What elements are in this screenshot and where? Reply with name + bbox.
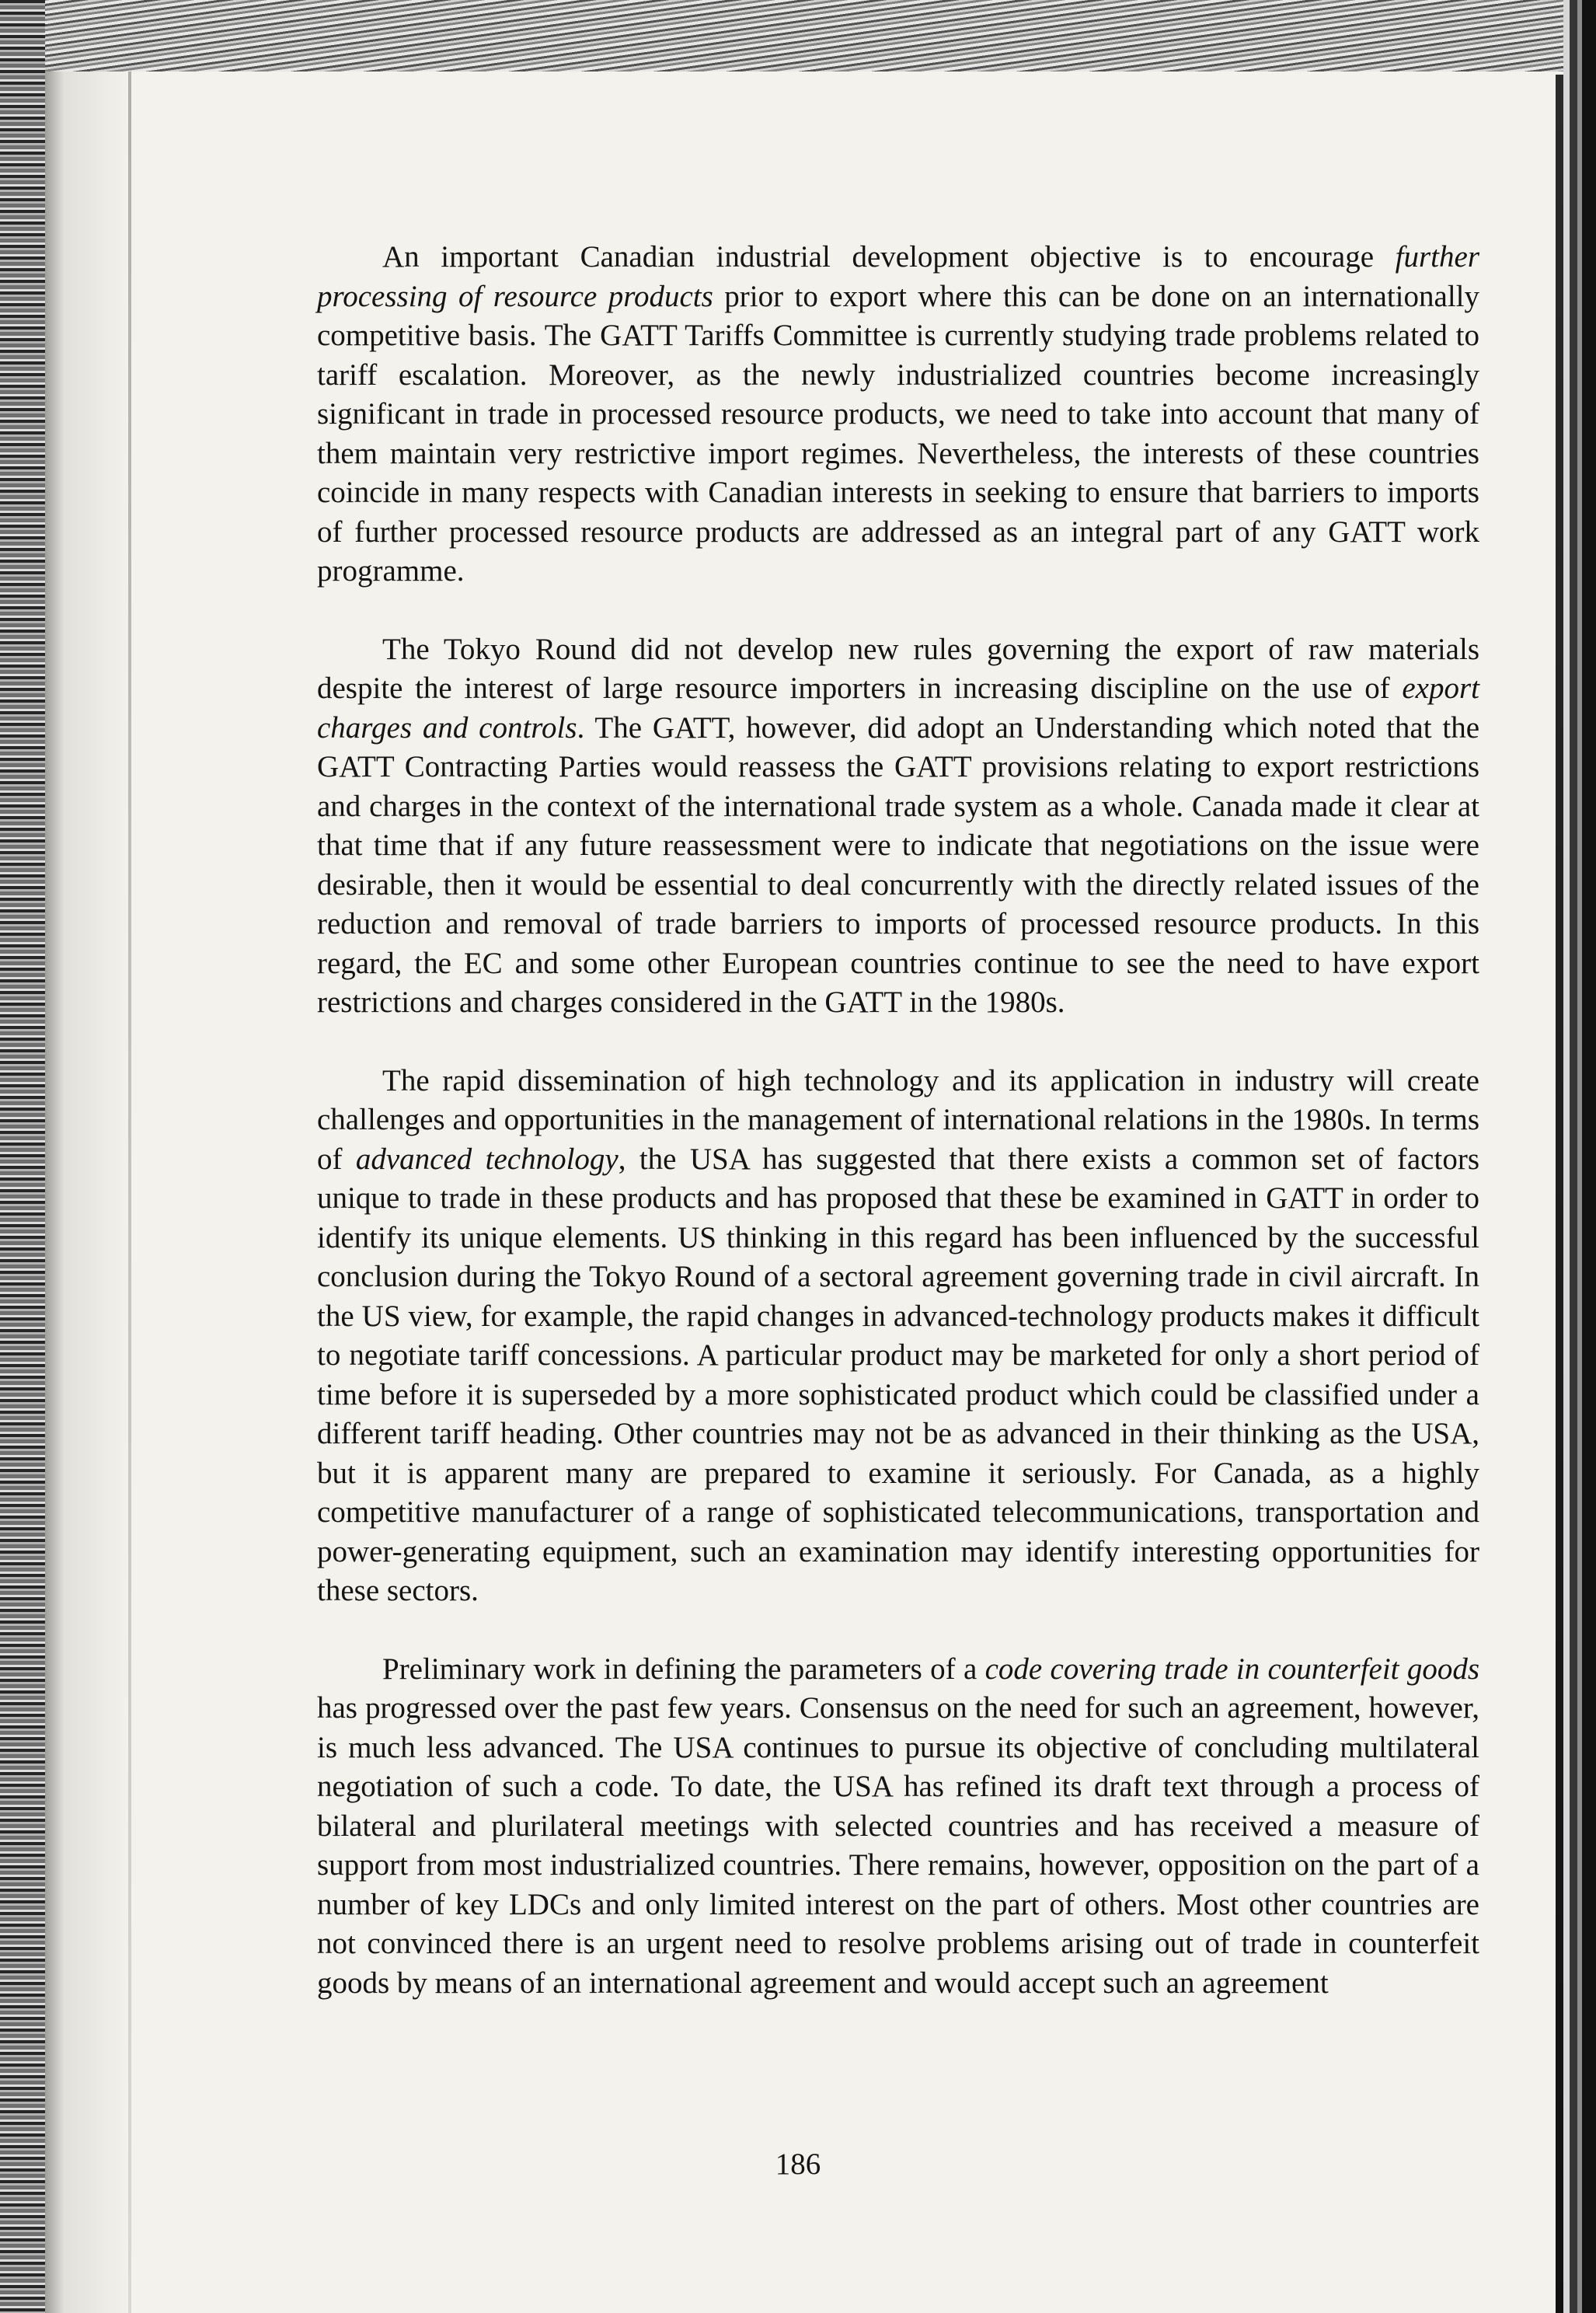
paragraph-2-emphasis: export charges and controls — [317, 672, 1479, 745]
paragraph-4-part-2: has progressed over the past few years. Consensus on the need for such an agreement, however, is much less advanced. The USA continues to pursue its objective of concluding multilateral negotiation of such a code. To date, the USA has refined its draft text through a process of bilateral and plurilateral meetings with selected countries and has received a measure of support from most industrialized countries. There remains, however, opposition on the part of a number of key LDCs and only limited interest on the part of others. Most other countries are not convinced there is an urgent need to resolve problems arising out of trade in counterfeit goods by means of an international agreement and would accept such an agreement — [317, 1691, 1479, 2000]
paragraph-4-part-1: Preliminary work in defining the parameters of a — [382, 1652, 985, 1686]
paragraph-1-emphasis: further processing of resource products — [317, 240, 1479, 313]
body-text — [317, 238, 1479, 2003]
paragraph-1-part-2: prior to export where this can be done on an internationally competitive basis. The GATT Tariffs Committee is currently studying trade problems related to tariff escalation. Moreover, as the newly industrialized countries become increasingly significant in trade in processed resource products, we need to take into account that many of them maintain very restrictive import regimes. Nevertheless, the interests of these countries coincide in many respects with Canadian interests in seeking to ensure that barriers to imports of further processed resource products are addressed as an integral part of any GATT work programme. — [317, 279, 1479, 588]
paragraph-3-emphasis: advanced technology — [355, 1142, 619, 1176]
left-shadow — [45, 72, 131, 2313]
paragraph-4-emphasis: code covering trade in counterfeit goods — [984, 1652, 1479, 1686]
paragraph-1-part-1: An important Canadian industrial development objective is to encourage — [382, 240, 1396, 274]
paragraph-3-part-1: The rapid dissemination of high technology and its application in industry will create challenges and opportunities in the management of international relations in the 1980s. In terms of — [317, 1063, 1479, 1176]
paragraph-4 — [317, 1650, 1479, 2004]
paragraph-3-part-2: , the USA has suggested that there exists a common set of factors unique to trade in these products and has proposed that these be examined in GATT in order to identify its unique elements. US thinking in this regard has been influenced by the successful conclusion during the Tokyo Round of a sectoral agreement governing trade in civil aircraft. In the US view, for example, the rapid changes in advanced-technology products makes it difficult to negotiate tariff concessions. A particular product may be marketed for only a short period of time before it is superseded by a more sophisticated product which could be classified under a different tariff heading. Other countries may not be as advanced in their thinking as the USA, but it is apparent many are prepared to examine it seriously. For Canada, as a highly competitive manufacturer of a range of sophisticated telecommunications, transportation and power-generating equipment, such an examination may identify interesting opportunities for these sectors. — [317, 1142, 1479, 1607]
right-binding-edge — [1563, 0, 1596, 2313]
top-scan-edge — [0, 0, 1596, 72]
paragraph-3 — [317, 1062, 1479, 1611]
left-binding-edge — [0, 0, 45, 2313]
right-ink-border — [1556, 75, 1563, 2313]
paragraph-1 — [317, 238, 1479, 591]
left-margin-line — [128, 72, 131, 2313]
page-number: 186 — [775, 2147, 821, 2181]
paragraph-2-part-2: . The GATT, however, did adopt an Understanding which noted that the GATT Contracting Parties would reassess the GATT provisions relating to export restrictions and charges in the context of the international trade system as a whole. Canada made it clear at that time that if any future reassessment were to indicate that negotiations on the issue were desirable, then it would be essential to deal concurrently with the directly related issues of the reduction and removal of trade barriers to imports of processed resource products. In this regard, the EC and some other European countries continue to see the need to have export restrictions and charges considered in the GATT in the 1980s. — [317, 710, 1480, 1019]
paragraph-2 — [317, 630, 1479, 1023]
paragraph-2-part-1: The Tokyo Round did not develop new rules governing the export of raw materials despite the interest of large resource importers in increasing discipline on the use of — [317, 632, 1479, 705]
